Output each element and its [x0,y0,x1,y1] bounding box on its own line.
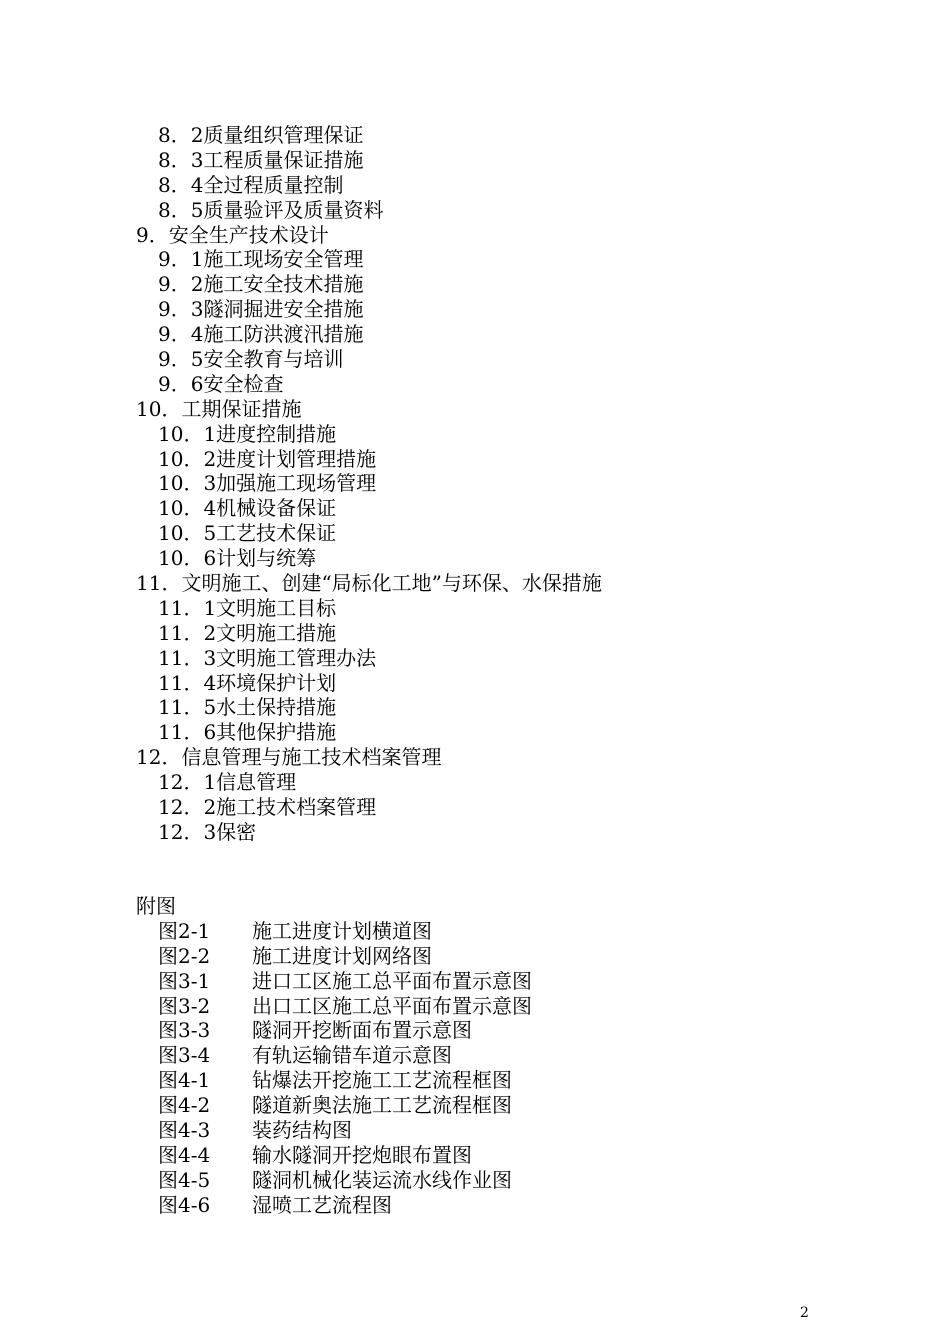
toc-entry: 9．3隧洞掘进安全措施 [158,297,364,322]
toc-entry: 10．5工艺技术保证 [158,521,337,546]
toc-section-heading: 12．信息管理与施工技术档案管理 [136,745,442,770]
toc-entry: 9．2施工安全技术措施 [158,272,364,297]
toc-entry: 10．6计划与统筹 [158,546,317,571]
figure-title: 施工进度计划网络图 [252,943,432,968]
figure-list-item [136,994,532,1019]
figure-title: 钻爆法开挖施工工艺流程框图 [252,1068,512,1093]
figure-number: 图3-1 [158,968,211,993]
toc-entry: 8．2质量组织管理保证 [158,123,364,147]
toc-entry: 9．6安全检查 [158,371,284,396]
appendix-figures [136,894,532,1218]
figure-number: 图4-6 [158,1192,211,1217]
figure-title: 隧洞开挖断面布置示意图 [252,1018,472,1043]
figure-number: 图4-5 [158,1167,211,1192]
toc-entry: 11．1文明施工目标 [158,595,337,620]
toc-entry: 11．6其他保护措施 [158,720,337,745]
figure-title: 进口工区施工总平面布置示意图 [252,968,532,993]
figure-list-item [136,1118,532,1143]
toc-entry: 8．3工程质量保证措施 [158,147,364,172]
toc-entry: 12．1信息管理 [158,770,297,795]
figure-title: 隧洞机械化装运流水线作业图 [252,1167,512,1192]
toc-entry: 11．5水土保持措施 [158,695,337,720]
figure-list-item [136,1193,532,1218]
toc-section-heading: 10．工期保证措施 [136,396,302,421]
figure-title: 隧道新奥法施工工艺流程框图 [252,1093,512,1118]
toc-entry: 9．4施工防洪渡汛措施 [158,322,364,347]
figure-number: 图4-1 [158,1068,211,1093]
figure-list-item [136,1093,532,1118]
toc-entry: 12．2施工技术档案管理 [158,795,377,820]
toc-section-heading: 11．文明施工、创建“局标化工地”与环保、水保措施 [136,571,602,596]
figure-list-item [136,1143,532,1168]
figure-list-item [136,1043,532,1068]
figure-list-item [136,944,532,969]
toc-entry: 10．4机械设备保证 [158,496,337,521]
figure-number: 图3-4 [158,1043,211,1068]
figure-list-item [136,1068,532,1093]
toc-entry: 9．5安全教育与培训 [158,347,344,372]
figure-number: 图2-1 [158,918,211,943]
figure-title: 湿喷工艺流程图 [252,1192,392,1217]
toc-entry: 8．5质量验评及质量资料 [158,197,384,222]
figure-title: 装药结构图 [252,1118,352,1143]
toc-section-heading: 9．安全生产技术设计 [136,222,329,247]
toc-entry: 10．1进度控制措施 [158,421,337,446]
toc-entry: 11．3文明施工管理办法 [158,645,377,670]
figure-number: 图3-2 [158,993,211,1018]
figure-list-item [136,1018,532,1043]
figure-number: 图4-3 [158,1118,211,1143]
figure-title: 施工进度计划横道图 [252,918,432,943]
page-number: 2 [800,1305,809,1321]
figure-list-item [136,1168,532,1193]
toc-entry: 8．4全过程质量控制 [158,172,344,197]
figure-number: 图2-2 [158,943,211,968]
toc-entry: 12．3保密 [158,819,257,844]
figure-list-item [136,919,532,944]
toc-entry: 10．3加强施工现场管理 [158,471,377,496]
appendix-heading: 附图 [136,894,176,918]
figure-list-item [136,969,532,994]
toc-entry: 10．2进度计划管理措施 [158,446,377,471]
figure-title: 有轨运输错车道示意图 [252,1043,452,1068]
figure-number: 图4-2 [158,1093,211,1118]
toc-entry: 11．2文明施工措施 [158,620,337,645]
figure-title: 出口工区施工总平面布置示意图 [252,993,532,1018]
figure-number: 图4-4 [158,1142,211,1167]
toc-entry: 9．1施工现场安全管理 [158,247,364,272]
table-of-contents [136,123,602,845]
figure-title: 输水隧洞开挖炮眼布置图 [252,1142,472,1167]
toc-entry: 11．4环境保护计划 [158,670,337,695]
figure-number: 图3-3 [158,1018,211,1043]
